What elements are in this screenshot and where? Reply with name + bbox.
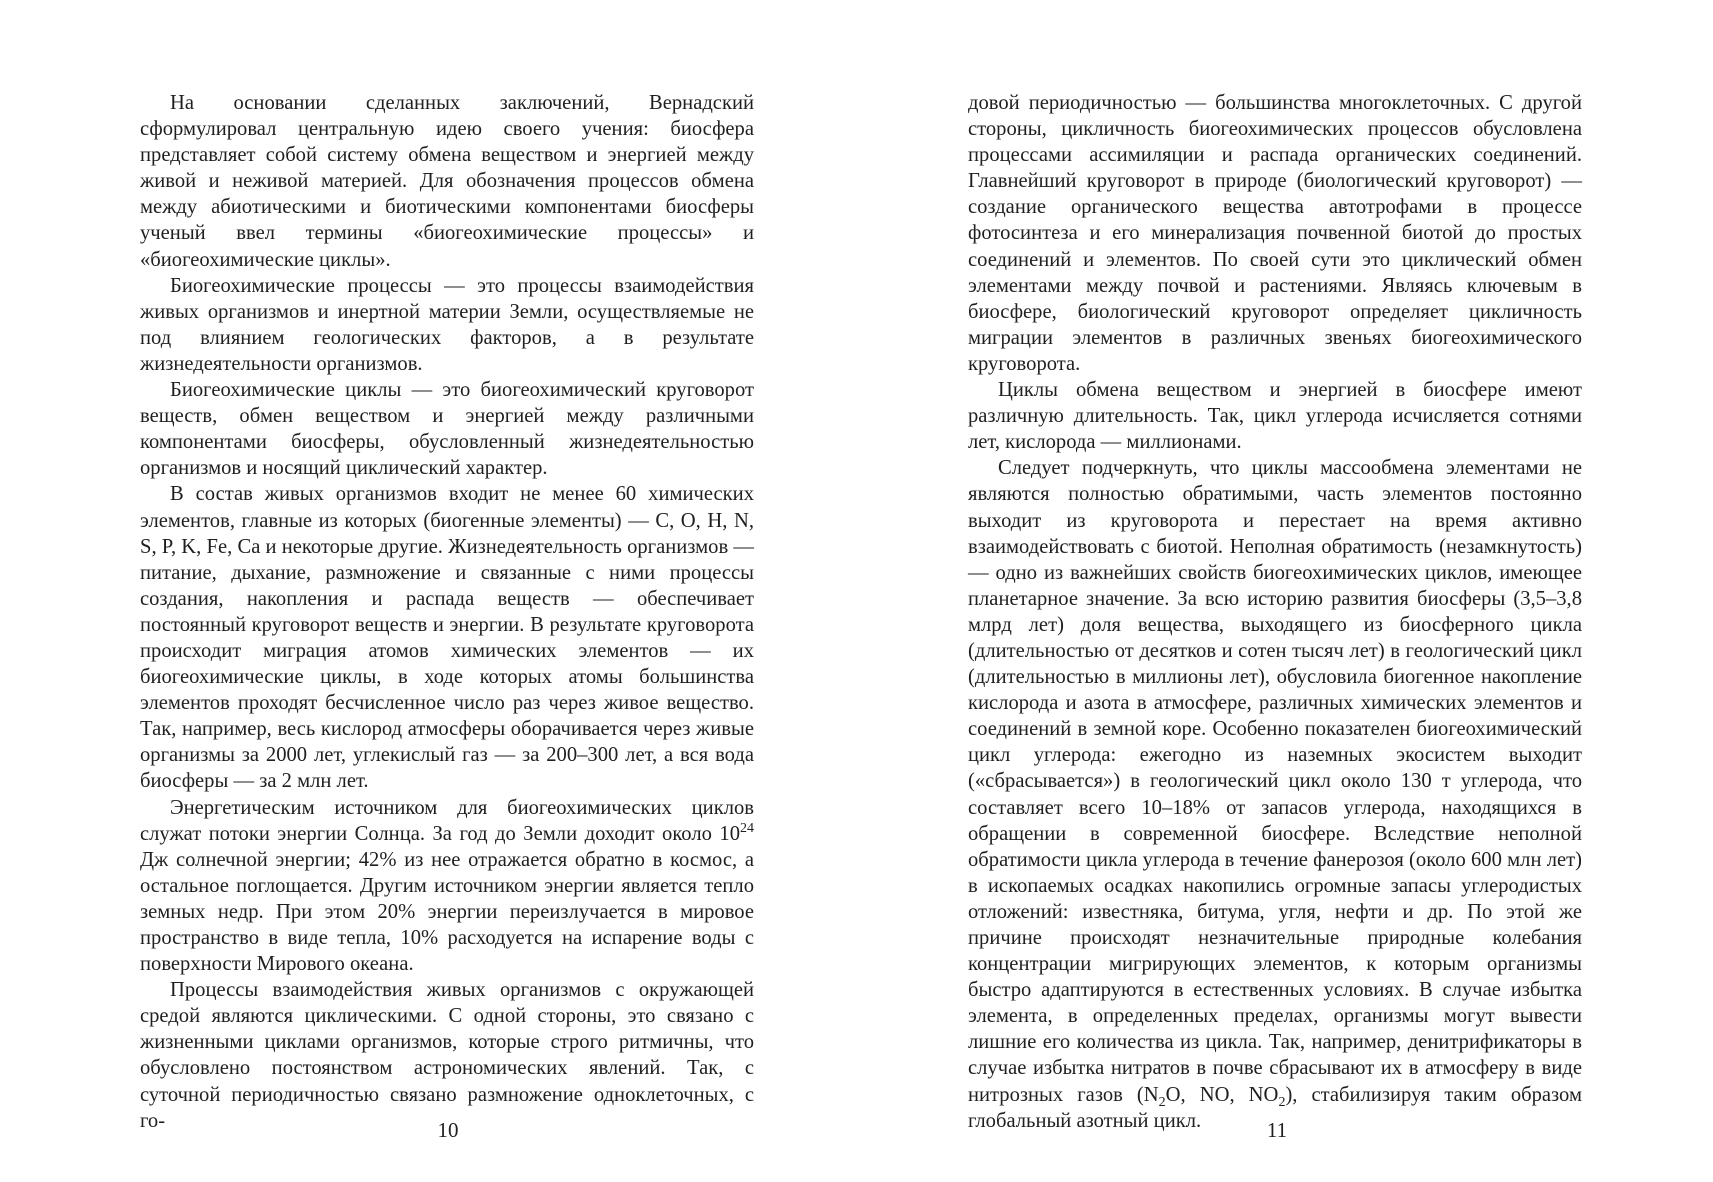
left-page-text: [140, 90, 754, 1134]
paragraph: Биогеохимические процессы — это процессы взаимодействия живых организмов и инертной материи Земли, осуществляемые не под влиянием геологических факторов, а в результате жизнедеятельности организмов.: [140, 274, 754, 375]
text-run: ), стабилизируя таким образом глобальный азотный цикл.: [968, 1083, 1582, 1132]
text-run: Дж солнечной энергии; 42% из нее отражается обратно в космос, а остальное поглощается. Другим источником энергии является тепло земных недр. При этом 20% энергии переизлучается в мировое пространство в виде тепла, 10% расходуется на испарение воды с поверхности Мирового океана.: [140, 848, 754, 976]
right-page-text: [968, 90, 1582, 1134]
subscript: 2: [1158, 1094, 1166, 1110]
subscript: 2: [1278, 1094, 1286, 1110]
paragraph-continuation: довой периодичностью — большинства многоклеточных. С другой стороны, цикличность биогеохимических процессов обусловлена процессами ассимиляции и распада органических соединений. Главнейший круговорот в природе (биологический круговорот) — создание органического вещества автотрофами в процессе фотосинтеза и его минерализация почвенной биотой до простых соединений и элементов. По своей сути это циклический обмен элементами между почвой и растениями. Являясь ключевым в биосфере, биологический круговорот определяет цикличность миграции элементов в различных звеньях биогеохимического круговорота.: [968, 92, 1582, 375]
left-page: [0, 0, 856, 1182]
paragraph: Циклы обмена веществом и энергией в биосфере имеют различную длительность. Так, цикл углерода исчисляется сотнями лет, кислорода — миллионами.: [968, 379, 1582, 454]
paragraph: На основании сделанных заключений, Вернадский сформулировал центральную идею своего учения: биосфера представляет собой систему обмена веществом и энергией между живой и неживой материей. Для обозначения процессов обмена между абиотическими и биотическими компонентами биосферы ученый ввел термины «биогеохимические процессы» и «биогеохимические циклы».: [140, 92, 754, 271]
right-page: [857, 0, 1713, 1182]
page-number: 10: [437, 1118, 459, 1142]
paragraph: Биогеохимические циклы — это биогеохимический круговорот веществ, обмен веществом и энергией между различными компонентами биосферы, обусловленный жизнедеятельностью организмов и носящий циклический характер.: [140, 379, 754, 480]
text-run: Следует подчеркнуть, что циклы массообмена элементами не являются полностью обратимыми, часть элементов постоянно выходит из круговорота и перестает на время активно взаимодействовать с биотой. Неполная обратимость (незамкнутость) — одно из важнейших свойств биогеохимических циклов, имеющее планетарное значение. За всю историю развития биосферы (3,5–3,8 млрд лет) доля вещества, выходящего из биосферного цикла (длительностью от десятков и сотен тысяч лет) в геологический цикл (длительностью в миллионы лет), обусловила биогенное накопление кислорода и азота в атмосфере, различных химических элементов и соединений в земной коре. Особенно показателен биогеохимический цикл углерода: ежегодно из наземных экосистем выходит («сбрасывается») в геологический цикл около 130 т углерода, что составляет всего 10–18% от запасов углерода, находящихся в обращении в современной биосфере. Вследствие неполной обратимости цикла углерода в течение фанерозоя (около 600 млн лет) в ископаемых осадках накопились огромные запасы углеродистых отложений: известняка, битума, угля, нефти и др. По этой же причине происходят незначительные природные колебания концентрации мигрирующих элементов, к которым организмы быстро адаптируются в естественных условиях. В случае избытка элемента, в определенных пределах, организмы могут вывести лишние его количества из цикла. Так, например, денитрификаторы в случае избытка нитратов в почве сбрасывают их в атмосферу в виде нитрозных газов (N: [968, 457, 1582, 1106]
paragraph-irreversibility: [968, 455, 1582, 1133]
paragraph: В состав живых организмов входит не менее 60 химических элементов, главные из которых (биогенные элементы) — С, О, Н, N, S, P, K, Fe, Са и некоторые другие. Жизнедеятельность организмов — питание, дыхание, размножение и связанные с ними процессы создания, накопления и распада веществ — обеспечивает постоянный круговорот веществ и энергии. В результате круговорота происходит миграция атомов химических элементов — их биогеохимические циклы, в ходе которых атомы большинства элементов проходят бесчисленное число раз через живое вещество. Так, например, весь кислород атмосферы оборачивается через живые организмы за 2000 лет, углекислый газ — за 200–300 лет, а вся вода биосферы — за 2 млн лет.: [140, 483, 754, 793]
text-run: Энергетическим источником для биогеохимических циклов служат потоки энергии Солнца. За год до Земли доходит около 10: [140, 796, 754, 845]
paragraph: Процессы взаимодействия живых организмов с окружающей средой являются циклическими. С одной стороны, это связано с жизненными циклами организмов, которые строго ритмичны, что обусловлено постоянством астрономических явлений. Так, с суточной периодичностью связано размножение одноклеточных, с го-: [140, 979, 754, 1132]
text-run: O, NO, NO: [1165, 1083, 1279, 1106]
superscript: 24: [740, 820, 754, 836]
page-number: 11: [1266, 1118, 1288, 1142]
paragraph-energy: [140, 795, 754, 978]
